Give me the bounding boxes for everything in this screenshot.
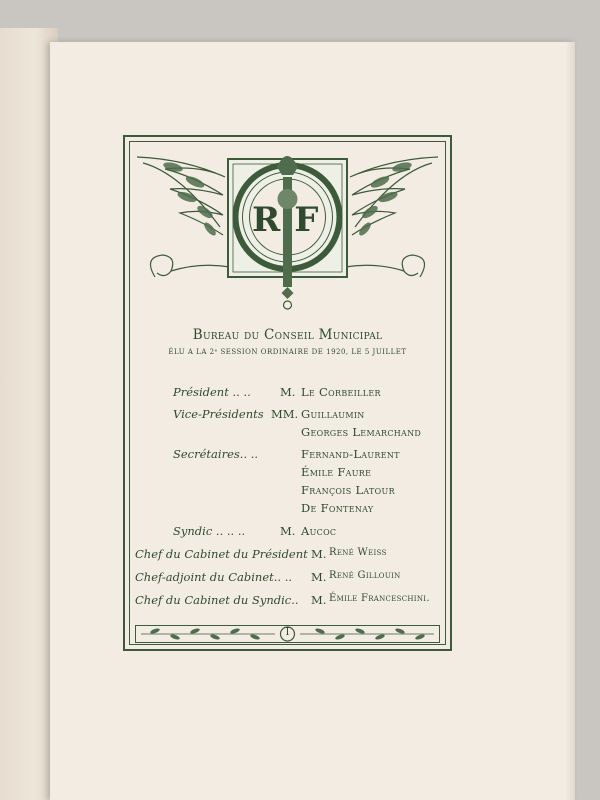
label-syndic: Syndic .. .. .. bbox=[173, 524, 246, 538]
label-vice-presidents: Vice-Présidents bbox=[173, 407, 264, 421]
name-president: Le Corbeiller bbox=[301, 385, 381, 399]
name-vice-president-2: Georges Lemarchand bbox=[301, 425, 422, 439]
name-chef-cabinet-syndic: Émile Franceschini. bbox=[329, 593, 430, 604]
label-chef-cabinet-syndic: Chef du Cabinet du Syndic.. bbox=[135, 593, 299, 607]
name-secretaire-1: Fernand-Laurent bbox=[301, 447, 400, 461]
document-subtitle: ÉLU A LA 2ᵉ SESSION ORDINAIRE DE 1920, LE 5 JUILLET bbox=[168, 348, 407, 356]
title-chef-adjoint-cabinet: M. bbox=[311, 570, 327, 584]
title-chef-cabinet-syndic: M. bbox=[311, 593, 327, 607]
page-number: I bbox=[285, 627, 290, 638]
title-president: M. bbox=[280, 385, 296, 399]
label-secretaires: Secrétaires.. .. bbox=[173, 447, 259, 461]
name-secretaire-4: De Fontenay bbox=[301, 501, 374, 515]
page-edge-shadow bbox=[565, 42, 575, 800]
name-secretaire-3: François Latour bbox=[301, 483, 395, 497]
title-vice-presidents: MM. bbox=[271, 407, 299, 421]
name-chef-adjoint-cabinet: René Gillouin bbox=[329, 570, 401, 581]
name-secretaire-2: Émile Faure bbox=[301, 465, 372, 479]
book-page bbox=[50, 42, 575, 800]
label-president: Président .. .. bbox=[173, 385, 251, 399]
name-syndic: Aucoc bbox=[301, 524, 337, 538]
label-chef-adjoint-cabinet: Chef-adjoint du Cabinet.. .. bbox=[135, 570, 293, 584]
label-chef-cabinet-president: Chef du Cabinet du Président bbox=[135, 547, 308, 561]
document-title: Bureau du Conseil Municipal bbox=[192, 327, 383, 343]
ornamental-frame bbox=[123, 135, 452, 651]
name-vice-president-1: Guillaumin bbox=[301, 407, 365, 421]
name-chef-cabinet-president: René Weiss bbox=[329, 547, 387, 558]
title-chef-cabinet-president: M. bbox=[311, 547, 327, 561]
title-syndic: M. bbox=[280, 524, 296, 538]
emblem-letters: RF bbox=[252, 200, 333, 240]
